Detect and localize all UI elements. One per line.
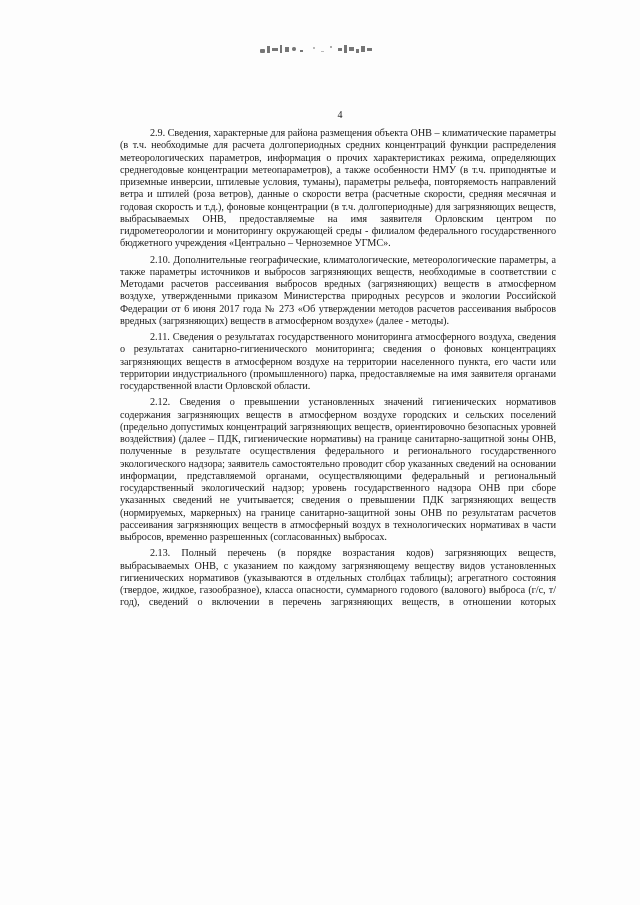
paragraph-2-10: 2.10. Дополнительные географические, климатологические, метеорологические параметры, а также параметры источников и выбросов загрязняющих веществ, необходимые в соответствии с Методами расчетов рассеивания выбросов вредных (загрязняющих) веществ в атмосферном воздухе, утвержденными приказом Министерства природных ресурсов и экологии Российской Федерации от 6 июня 2017 года № 273 «Об утверждении методов расчетов рассеивания выбросов вредных (загрязняющих) веществ в атмосферном воздухе» (далее - методы). <box>120 254 556 327</box>
faded-stamp-mark-icon <box>258 38 376 60</box>
paragraph-2-11: 2.11. Сведения о результатах государственного мониторинга атмосферного воздуха, сведения о результатах санитарно-гигиенического мониторинга; сведения о фоновых концентрациях загрязняющих веществ в атмосферном воздухе на территории населенного пункта, его части или территории индустриального (промышленного) парка, предоставляемые на имя заявителя органами государственной власти Орловской области. <box>120 332 556 392</box>
paragraph-2-13: 2.13. Полный перечень (в порядке возрастания кодов) загрязняющих веществ, выбрасываемых ОНВ, с указанием по каждому загрязняющему веществу видов установленных гигиенических нормативов (указываются в отдельных столбцах таблицы); агрегатного состояния (твердое, жидкое, газообразное), класса опасности, суммарного годового (валового) выброса (г/с, т/год), сведений о включении в перечень загрязняющих веществ, в отношении которых <box>120 548 556 609</box>
page-number: 4 <box>337 110 343 121</box>
document-body <box>120 128 556 614</box>
paragraph-2-9: 2.9. Сведения, характерные для района размещения объекта ОНВ – климатические параметры (в т.ч. необходимые для расчета долгопериодных средних концентраций функции распределения метеорологических параметров, информация о прочих характеристиках режима, определяющих среднегодовые концентрации метеопараметров), а также особенности НМУ (в т.ч. приподнятые и приземные инверсии, штилевые условия, туманы), параметры рельефа, повторяемость направлений ветра и штилей (роза ветров), данные о скорости ветра (расчетные скорости, средняя месячная и годовая скорость и т.д.), фоновые концентрации (в т.ч. долгопериодные) для загрязняющих веществ, выбрасываемых ОНВ, предоставляемые на имя заявителя Орловским центром по гидрометеорологии и мониторингу окружающей среды - филиалом федерального государственного бюджетного учреждения «Центрально – Черноземное УГМС». <box>120 128 556 250</box>
paragraph-2-12: 2.12. Сведения о превышении установленных значений гигиенических нормативов содержания загрязняющих веществ в атмосферном воздухе городских и сельских поселений (предельно допустимых концентраций загрязняющих веществ, ориентировочно безопасных уровней воздействия) (далее – ПДК, гигиенические нормативы) на границе санитарно-защитной зоны ОНВ, полученные в результате осуществления федерального и регионального государственного экологического надзора; заявитель самостоятельно проводит сбор указанных сведений на основании информации, представляемой органами, осуществляющими федеральный и региональный государственный экологический надзор; уровень государственного надзора ОНВ при сборе указанных сведений не учитывается; сведения о превышении ПДК загрязняющих веществ (нормируемых, маркерных) на границе санитарно-защитной зоны ОНВ по результатам расчетов рассеивания загрязняющих веществ в атмосферный воздух в технологических нормативах в части выбросов, временно разрешенных (согласованных) выбросах. <box>120 397 556 543</box>
